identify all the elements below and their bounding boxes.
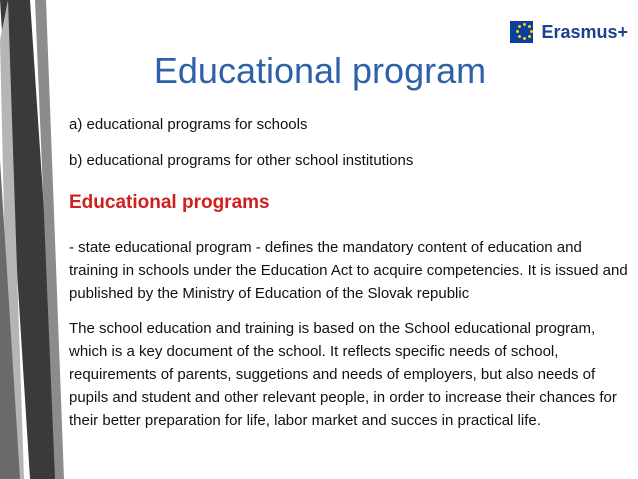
erasmus-logo (510, 18, 628, 46)
paragraph-school-program: The school education and training is based on the School educational program, which is a key document of the school. It reflects specific needs of school, requirements of parents, suggetions and needs of employers, but also needs of pupils and student and other relevant people, in order to increase their chances for their better preparation for life, labor market and succes in practical life. (69, 320, 617, 429)
item-b: b) educational programs for other school institutions (69, 152, 414, 169)
slide-title: Educational program (153, 50, 487, 91)
eu-flag-icon (510, 21, 533, 43)
decorative-stripes (0, 0, 70, 479)
section-heading: Educational programs (69, 192, 270, 213)
paragraph-state-program: - state educational program - defines the mandatory content of education and training in schools under the Education Act to acquire competencies. It is issued and published by the Ministry of Education of the Slovak republic (69, 239, 628, 302)
logo-text: Erasmus+ (541, 21, 628, 42)
item-a: a) educational programs for schools (69, 116, 308, 133)
